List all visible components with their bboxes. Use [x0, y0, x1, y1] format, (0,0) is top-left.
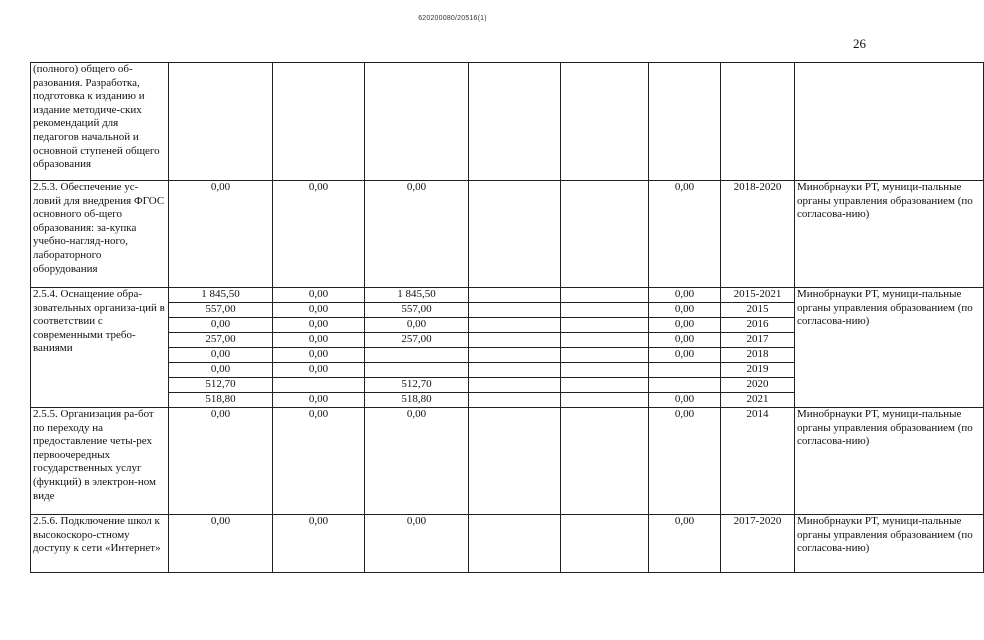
cell-local	[469, 288, 561, 303]
cell-extra	[561, 393, 649, 408]
cell-executor	[795, 63, 984, 181]
cell-total: 1 845,50	[169, 288, 273, 303]
document-id: 620200080/20516(1)	[418, 15, 487, 22]
cell-total: 512,70	[169, 378, 273, 393]
cell-local	[469, 515, 561, 573]
cell-total: 0,00	[169, 348, 273, 363]
measure-description: 2.5.4. Оснащение обра-зовательных организа-ций в соответствии с современными требо-ваниями	[31, 288, 169, 408]
cell-federal	[273, 378, 365, 393]
cell-federal: 0,00	[273, 363, 365, 378]
measure-description: 2.5.3. Обеспечение ус-ловий для внедрения ФГОС основного об-щего образования: за-купка учебно-нагляд-ного, лабораторного оборудования	[31, 181, 169, 288]
cell-extra	[561, 288, 649, 303]
cell-period	[721, 63, 795, 181]
cell-extra	[561, 378, 649, 393]
cell-period: 2021	[721, 393, 795, 408]
cell-federal: 0,00	[273, 333, 365, 348]
cell-other: 0,00	[649, 288, 721, 303]
program-measures-table	[30, 62, 984, 573]
table-row	[31, 408, 984, 515]
cell-period: 2015-2021	[721, 288, 795, 303]
cell-federal	[273, 63, 365, 181]
cell-local	[469, 363, 561, 378]
cell-extra	[561, 408, 649, 515]
cell-period: 2015	[721, 303, 795, 318]
cell-extra	[561, 318, 649, 333]
cell-local	[469, 378, 561, 393]
cell-executor: Минобрнауки РТ, муници-пальные органы управления образованием (по согласова-нию)	[795, 515, 984, 573]
cell-federal: 0,00	[273, 288, 365, 303]
cell-total	[169, 63, 273, 181]
table-row	[31, 63, 984, 181]
cell-period: 2017	[721, 333, 795, 348]
cell-total: 0,00	[169, 408, 273, 515]
cell-local	[469, 318, 561, 333]
cell-regional: 257,00	[365, 333, 469, 348]
cell-total: 257,00	[169, 333, 273, 348]
cell-other: 0,00	[649, 408, 721, 515]
cell-federal: 0,00	[273, 348, 365, 363]
cell-other: 0,00	[649, 333, 721, 348]
cell-total: 0,00	[169, 515, 273, 573]
cell-regional: 0,00	[365, 515, 469, 573]
cell-executor: Минобрнауки РТ, муници-пальные органы управления образованием (по согласова-нию)	[795, 288, 984, 408]
measure-description: (полного) общего об-разования. Разработка, подготовка к изданию и издание методиче-ских рекомендаций для педагогов начальной и основной ступеней общего образования	[31, 63, 169, 181]
cell-local	[469, 408, 561, 515]
table-row	[31, 181, 984, 288]
cell-regional: 518,80	[365, 393, 469, 408]
cell-total: 557,00	[169, 303, 273, 318]
cell-regional: 1 845,50	[365, 288, 469, 303]
cell-federal: 0,00	[273, 318, 365, 333]
measure-description: 2.5.6. Подключение школ к высокоскоро-стному доступу к сети «Интернет»	[31, 515, 169, 573]
cell-total: 518,80	[169, 393, 273, 408]
cell-federal: 0,00	[273, 515, 365, 573]
cell-period: 2014	[721, 408, 795, 515]
cell-other	[649, 63, 721, 181]
cell-regional	[365, 348, 469, 363]
cell-extra	[561, 333, 649, 348]
cell-federal: 0,00	[273, 393, 365, 408]
table-row	[31, 515, 984, 573]
cell-federal: 0,00	[273, 303, 365, 318]
cell-federal: 0,00	[273, 181, 365, 288]
cell-other: 0,00	[649, 303, 721, 318]
cell-regional: 557,00	[365, 303, 469, 318]
cell-period: 2019	[721, 363, 795, 378]
cell-period: 2018-2020	[721, 181, 795, 288]
cell-other: 0,00	[649, 515, 721, 573]
cell-regional	[365, 363, 469, 378]
cell-executor: Минобрнауки РТ, муници-пальные органы управления образованием (по согласова-нию)	[795, 408, 984, 515]
cell-extra	[561, 363, 649, 378]
cell-local	[469, 393, 561, 408]
cell-local	[469, 63, 561, 181]
cell-period: 2020	[721, 378, 795, 393]
cell-other	[649, 378, 721, 393]
cell-other	[649, 363, 721, 378]
cell-other: 0,00	[649, 393, 721, 408]
cell-local	[469, 348, 561, 363]
cell-regional	[365, 63, 469, 181]
cell-period: 2017-2020	[721, 515, 795, 573]
cell-total: 0,00	[169, 181, 273, 288]
cell-total: 0,00	[169, 318, 273, 333]
page-number: 26	[853, 36, 866, 51]
cell-local	[469, 333, 561, 348]
cell-period: 2018	[721, 348, 795, 363]
cell-federal: 0,00	[273, 408, 365, 515]
cell-executor: Минобрнауки РТ, муници-пальные органы управления образованием (по согласова-нию)	[795, 181, 984, 288]
cell-extra	[561, 303, 649, 318]
cell-local	[469, 181, 561, 288]
cell-extra	[561, 181, 649, 288]
cell-regional: 0,00	[365, 408, 469, 515]
cell-extra	[561, 515, 649, 573]
table-row	[31, 288, 984, 303]
cell-total: 0,00	[169, 363, 273, 378]
cell-other: 0,00	[649, 318, 721, 333]
cell-period: 2016	[721, 318, 795, 333]
cell-other: 0,00	[649, 348, 721, 363]
measure-description: 2.5.5. Организация ра-бот по переходу на предоставление четы-рех первоочередных государственных услуг (функций) в электрон-ном виде	[31, 408, 169, 515]
cell-extra	[561, 348, 649, 363]
cell-extra	[561, 63, 649, 181]
cell-other: 0,00	[649, 181, 721, 288]
cell-regional: 0,00	[365, 181, 469, 288]
cell-local	[469, 303, 561, 318]
cell-regional: 0,00	[365, 318, 469, 333]
cell-regional: 512,70	[365, 378, 469, 393]
